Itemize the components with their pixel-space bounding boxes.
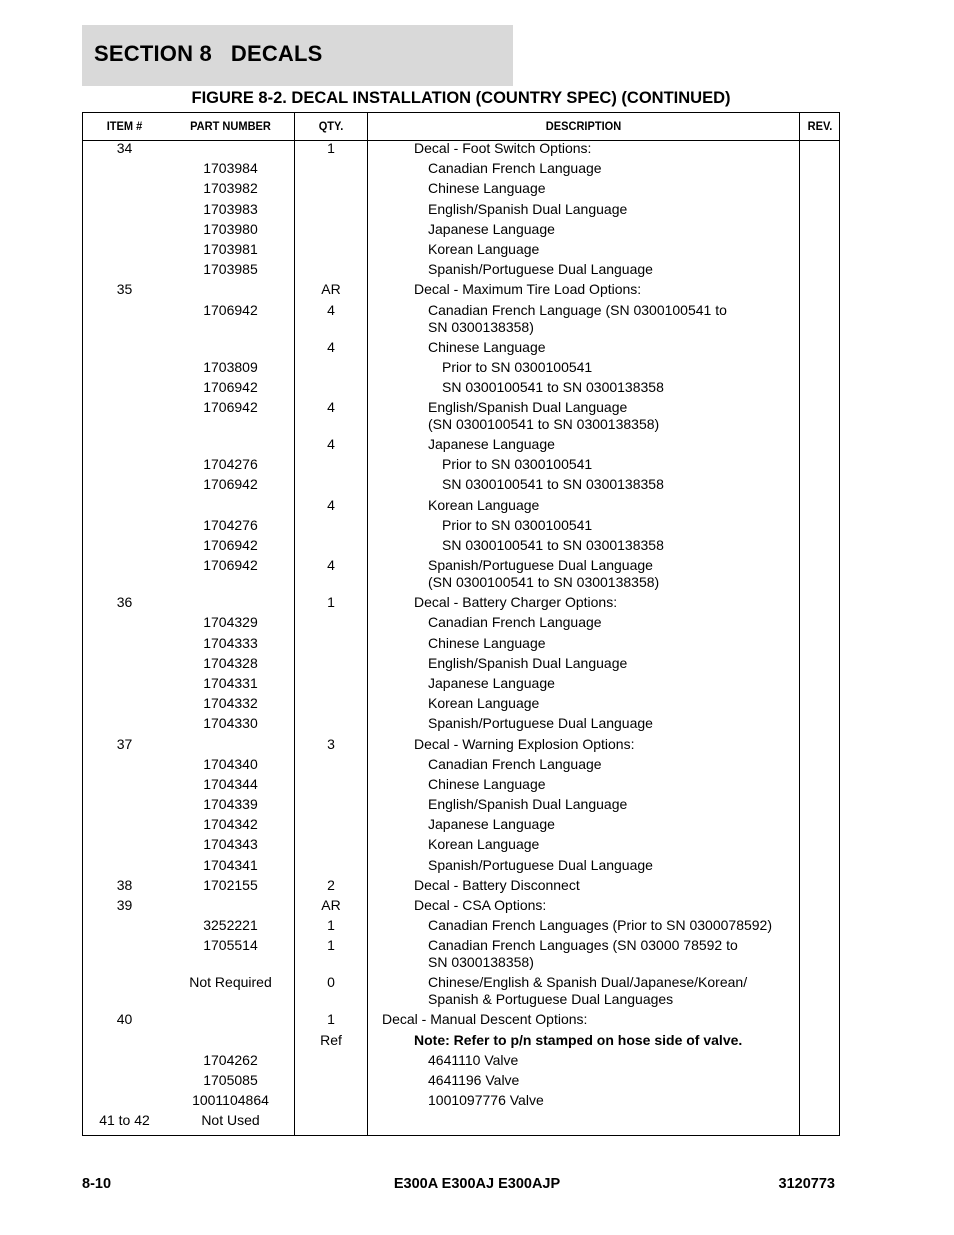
- quantity: 1: [327, 1011, 335, 1028]
- description: [368, 359, 872, 376]
- quantity: 1: [327, 917, 335, 934]
- part-number: 1706942: [203, 557, 258, 574]
- description: [368, 917, 858, 934]
- part-number: 1704339: [203, 796, 258, 813]
- table-row: [83, 241, 839, 261]
- quantity: 1: [327, 594, 335, 611]
- description-line: (SN 0300100541 to SN 0300138358): [428, 416, 660, 433]
- part-number: Not Required: [189, 974, 272, 991]
- table-row: [83, 1092, 839, 1112]
- table-row: [83, 537, 839, 557]
- description-line: Decal - Battery Charger Options:: [414, 594, 618, 611]
- description-line: English/Spanish Dual Language: [428, 200, 628, 217]
- part-number: 1704343: [203, 836, 258, 853]
- description: [368, 857, 858, 874]
- table-row: [83, 281, 839, 301]
- part-number: 1704262: [203, 1051, 258, 1068]
- description: [368, 614, 858, 631]
- header-item: ITEM #: [106, 119, 143, 133]
- part-number: 1706942: [203, 399, 258, 416]
- part-number: 1704330: [203, 715, 258, 732]
- table-row: [83, 836, 839, 856]
- description-line: Spanish/Portuguese Dual Language: [428, 557, 653, 574]
- description: [368, 1092, 858, 1109]
- footer-page-number: 8-10: [82, 1176, 112, 1192]
- description: [368, 816, 858, 833]
- part-number: 1704329: [203, 614, 258, 631]
- part-number: 1703983: [203, 200, 258, 217]
- description: [368, 221, 858, 238]
- quantity: 1: [327, 140, 335, 156]
- table-row: [83, 339, 839, 359]
- quantity: 3: [327, 735, 335, 752]
- part-number: 1703982: [203, 180, 258, 197]
- table-row: [83, 456, 839, 476]
- quantity: Ref: [320, 1031, 342, 1048]
- description: [368, 675, 858, 692]
- description-line: Spanish/Portuguese Dual Language: [428, 715, 653, 732]
- description: [368, 517, 872, 534]
- description-line: Canadian French Languages (SN 03000 78592 to: [428, 937, 738, 954]
- part-number: 1703981: [203, 240, 258, 257]
- part-number: 1706942: [203, 378, 258, 395]
- description: [368, 836, 858, 853]
- part-number: 1704344: [203, 775, 258, 792]
- table-row: [83, 937, 839, 974]
- quantity: 4: [327, 436, 335, 453]
- description: [368, 695, 858, 712]
- table-row: [83, 1011, 839, 1031]
- footer-doc-number: 3120773: [778, 1176, 835, 1192]
- description: [368, 436, 858, 453]
- part-number: 1703980: [203, 220, 258, 237]
- description: [368, 160, 858, 177]
- description-line: Korean Language: [428, 496, 540, 513]
- part-number: 1705085: [203, 1071, 258, 1088]
- table-row: [83, 497, 839, 517]
- description-line: Canadian French Language: [428, 160, 602, 177]
- description: [368, 655, 858, 672]
- description-line: Chinese Language: [428, 338, 546, 355]
- table-row: [83, 756, 839, 776]
- part-number: 1704342: [203, 816, 258, 833]
- description-line: Japanese Language: [428, 816, 555, 833]
- description: [368, 877, 844, 894]
- table-row: [83, 857, 839, 877]
- table-row: [83, 379, 839, 399]
- table-row: [83, 1032, 839, 1052]
- description-line: Japanese Language: [428, 220, 555, 237]
- item-number: 36: [116, 594, 133, 611]
- table-header: [83, 113, 839, 141]
- description-line: Prior to SN 0300100541: [442, 516, 593, 533]
- description: [368, 776, 858, 793]
- description: [368, 180, 858, 197]
- description-line: Decal - CSA Options:: [414, 897, 547, 913]
- description-line: Chinese Language: [428, 775, 546, 792]
- item-number: 39: [116, 897, 133, 913]
- description: [368, 974, 858, 1008]
- quantity: AR: [321, 897, 341, 913]
- table-row: [83, 675, 839, 695]
- description-line: Chinese Language: [428, 180, 546, 197]
- table-row: [83, 897, 839, 917]
- table-row: [83, 594, 839, 614]
- description: [368, 594, 844, 611]
- description: [368, 339, 858, 356]
- description-line: Japanese Language: [428, 436, 555, 453]
- part-number: 1704332: [203, 695, 258, 712]
- quantity: 1: [327, 937, 335, 954]
- description-line: Canadian French Language: [428, 614, 602, 631]
- description: [368, 1052, 858, 1069]
- description: [368, 796, 858, 813]
- description: [368, 756, 858, 773]
- table-row: [83, 180, 839, 200]
- description: [368, 476, 872, 493]
- part-number: Not Used: [201, 1112, 260, 1129]
- part-number: 1706942: [203, 537, 258, 553]
- description: [368, 201, 858, 218]
- description-line: English/Spanish Dual Language: [428, 399, 628, 416]
- description: [368, 1011, 812, 1028]
- table-row: [83, 160, 839, 180]
- item-number: 37: [116, 735, 133, 752]
- description: [368, 715, 858, 732]
- table-body: [83, 140, 839, 1133]
- section-header-band: [82, 25, 513, 86]
- description-line: 4641196 Valve: [428, 1071, 520, 1088]
- header-rev: REV.: [807, 119, 833, 133]
- description: [368, 635, 858, 652]
- table-row: [83, 557, 839, 594]
- part-number: 1704333: [203, 634, 258, 651]
- description: [368, 497, 858, 514]
- description: [368, 937, 858, 971]
- table-row: [83, 877, 839, 897]
- figure-title: FIGURE 8-2. DECAL INSTALLATION (COUNTRY SPEC) (CONTINUED): [191, 89, 731, 107]
- footer-model: E300A E300AJ E300AJP: [393, 1176, 561, 1192]
- header-description: DESCRIPTION: [545, 119, 622, 133]
- description-line: Decal - Manual Descent Options:: [382, 1011, 588, 1028]
- part-number: 1704276: [203, 516, 258, 533]
- description-line: Note: Refer to p/n stamped on hose side of valve.: [414, 1031, 743, 1048]
- quantity: 0: [327, 974, 335, 991]
- header-qty: QTY.: [318, 119, 344, 133]
- table-row: [83, 736, 839, 756]
- part-number: 1704276: [203, 456, 258, 473]
- description-line: Canadian French Language: [428, 755, 602, 772]
- description-line: Decal - Foot Switch Options:: [414, 140, 592, 156]
- description-line: Decal - Warning Explosion Options:: [414, 735, 635, 752]
- quantity: 4: [327, 399, 335, 416]
- part-number: 1703985: [203, 261, 258, 278]
- quantity: 2: [327, 876, 335, 893]
- table-row: [83, 655, 839, 675]
- part-number: 1703809: [203, 358, 258, 375]
- description: [368, 557, 858, 591]
- part-number: 1706942: [203, 301, 258, 318]
- description-line: Korean Language: [428, 240, 540, 257]
- table-row: [83, 974, 839, 1011]
- table-row: [83, 399, 839, 436]
- table-row: [83, 261, 839, 281]
- table-row: [83, 917, 839, 937]
- description-line: SN 0300100541 to SN 0300138358: [442, 537, 664, 553]
- description-line: (SN 0300100541 to SN 0300138358): [428, 574, 660, 591]
- parts-table: [82, 112, 840, 1136]
- table-row: [83, 776, 839, 796]
- part-number: 1702155: [203, 876, 258, 893]
- table-row: [83, 1052, 839, 1072]
- section-title: SECTION 8 DECALS: [94, 41, 323, 66]
- description: [368, 897, 844, 914]
- item-number: 40: [116, 1011, 133, 1028]
- part-number: 1001104864: [192, 1092, 269, 1109]
- quantity: 4: [327, 496, 335, 513]
- item-number: 34: [116, 140, 133, 156]
- description-line: SN 0300100541 to SN 0300138358: [442, 476, 664, 493]
- description-line: Canadian French Languages (Prior to SN 0300078592): [428, 917, 773, 934]
- description-line: English/Spanish Dual Language: [428, 654, 628, 671]
- table-row: [83, 201, 839, 221]
- description-line: Spanish/Portuguese Dual Language: [428, 856, 653, 873]
- table-row: [83, 796, 839, 816]
- table-row: [83, 359, 839, 379]
- description-line: Korean Language: [428, 695, 540, 712]
- table-row: [83, 695, 839, 715]
- table-row: [83, 1072, 839, 1092]
- description: [368, 379, 872, 396]
- part-number: 1704340: [203, 755, 258, 772]
- part-number: 1704341: [203, 856, 258, 873]
- table-row: [83, 614, 839, 634]
- item-number: 35: [116, 281, 133, 298]
- part-number: 1704328: [203, 654, 258, 671]
- description-line: Canadian French Language (SN 0300100541 to: [428, 301, 727, 318]
- header-part-number: PART NUMBER: [190, 119, 271, 133]
- item-number: 38: [116, 876, 133, 893]
- description: [368, 261, 858, 278]
- table-row: [83, 302, 839, 339]
- description: [368, 456, 872, 473]
- description-line: Prior to SN 0300100541: [442, 456, 593, 473]
- description: [368, 1032, 844, 1049]
- description-line: Prior to SN 0300100541: [442, 358, 593, 375]
- item-number: 41 to 42: [99, 1112, 150, 1129]
- description-line: Spanish/Portuguese Dual Language: [428, 261, 653, 278]
- description-line: Spanish & Portuguese Dual Languages: [428, 991, 674, 1008]
- description: [368, 140, 844, 157]
- description-line: SN 0300138358): [428, 954, 534, 971]
- description-line: Chinese/English & Spanish Dual/Japanese/Korean/: [428, 974, 748, 991]
- description: [368, 736, 844, 753]
- part-number: 1706942: [203, 476, 258, 493]
- description-line: Japanese Language: [428, 674, 555, 691]
- table-row: [83, 517, 839, 537]
- description-line: Korean Language: [428, 836, 540, 853]
- description-line: English/Spanish Dual Language: [428, 796, 628, 813]
- description-line: SN 0300138358): [428, 318, 534, 335]
- part-number: 1703984: [203, 160, 258, 177]
- table-row: [83, 476, 839, 496]
- description: [368, 281, 844, 298]
- description: [368, 1072, 858, 1089]
- description-line: 1001097776 Valve: [428, 1092, 544, 1109]
- description: [368, 241, 858, 258]
- part-number: 3252221: [203, 917, 258, 934]
- quantity: 4: [327, 338, 335, 355]
- quantity: AR: [321, 281, 341, 298]
- table-row: [83, 635, 839, 655]
- quantity: 4: [327, 557, 335, 574]
- description-line: Decal - Maximum Tire Load Options:: [414, 281, 642, 298]
- description-line: 4641110 Valve: [428, 1051, 519, 1068]
- table-row: [83, 816, 839, 836]
- description: [368, 302, 858, 336]
- table-row: [83, 140, 839, 160]
- table-row: [83, 221, 839, 241]
- part-number: 1704331: [203, 674, 258, 691]
- table-row: [83, 1112, 839, 1132]
- description-line: Decal - Battery Disconnect: [414, 876, 580, 893]
- description-line: SN 0300100541 to SN 0300138358: [442, 378, 664, 395]
- table-row: [83, 436, 839, 456]
- description: [368, 399, 858, 433]
- table-row: [83, 715, 839, 735]
- part-number: 1705514: [203, 937, 258, 954]
- quantity: 4: [327, 301, 335, 318]
- description-line: Chinese Language: [428, 634, 546, 651]
- description: [368, 537, 872, 554]
